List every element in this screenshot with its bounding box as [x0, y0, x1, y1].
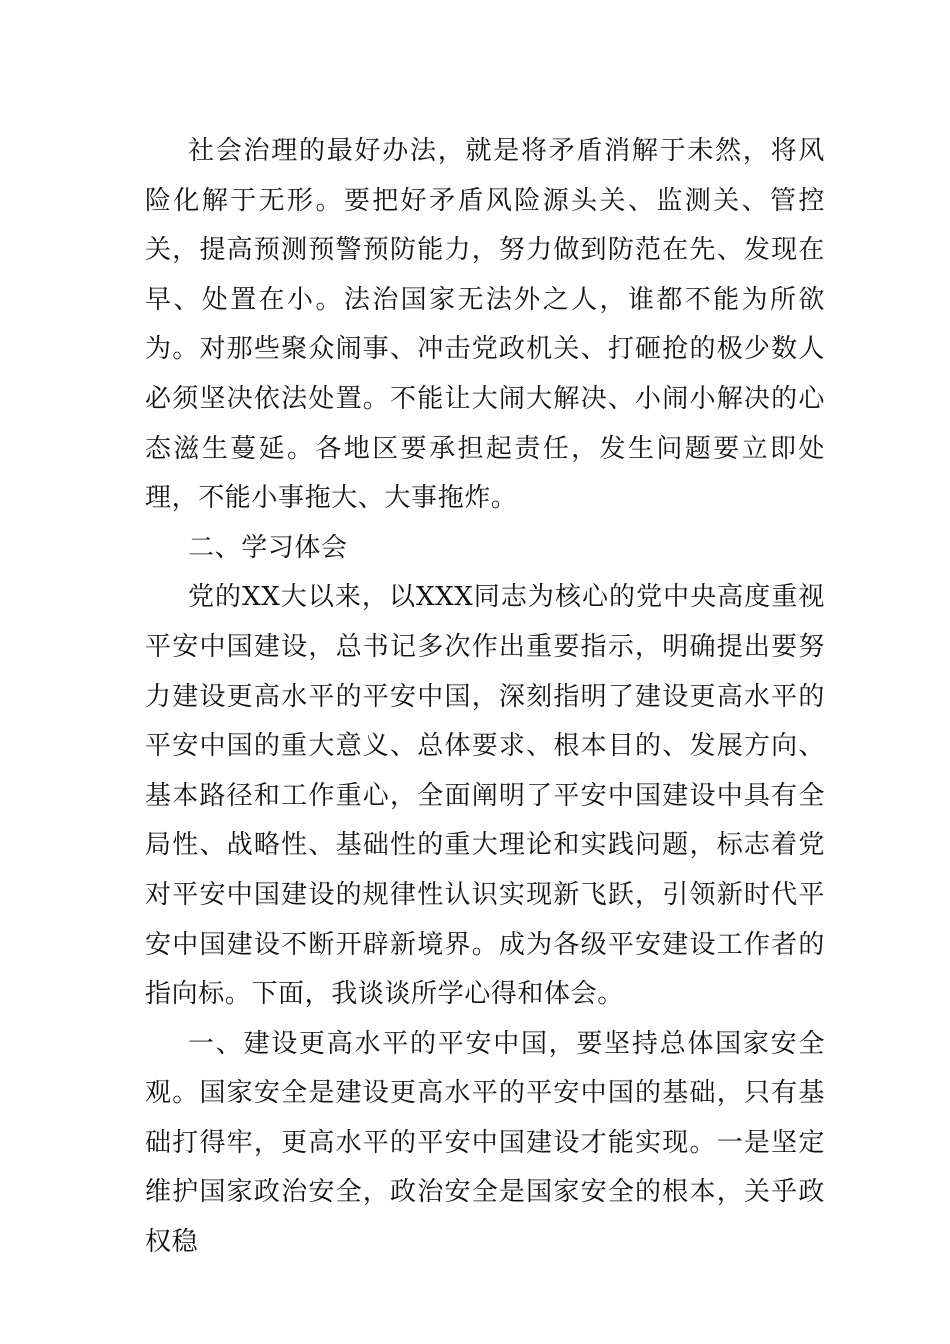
section-heading-study-insights: 二、学习体会	[188, 532, 348, 563]
paragraph-social-governance: 社会治理的最好办法，就是将矛盾消解于未然，将风险化解于无形。要把好矛盾风险源头关、监测关、管控关，提高预测预警预防能力，努力做到防范在先、发现在早、处置在小。法治国家无法外之人，谁都不能为所欲为。对那些聚众闹事、冲击党政机关、打砸抢的极少数人必须坚决依法处置。不能让大闹大解决、小闹小解决的心态滋生蔓延。各地区要承担起责任，发生问题要立即处理，不能小事拖大、大事拖炸。	[145, 136, 825, 514]
document-body	[145, 127, 825, 1268]
paragraph-national-security: 一、建设更高水平的平安中国，要坚持总体国家安全观。国家安全是建设更高水平的平安中国的基础，只有基础打得牢，更高水平的平安中国建设才能实现。一是坚定维护国家政治安全，政治安全是国家安全的根本，关乎政权稳	[145, 1028, 825, 1258]
paragraph-party-congress: 党的XX大以来，以XXX同志为核心的党中央高度重视平安中国建设，总书记多次作出重要指示，明确提出要努力建设更高水平的平安中国，深刻指明了建设更高水平的平安中国的重大意义、总体要求、根本目的、发展方向、基本路径和工作重心，全面阐明了平安中国建设中具有全局性、战略性、基础性的重大理论和实践问题，标志着党对平安中国建设的规律性认识实现新飞跃，引领新时代平安中国建设不断开辟新境界。成为各级平安建设工作者的指向标。下面，我谈谈所学心得和体会。	[145, 582, 825, 1010]
